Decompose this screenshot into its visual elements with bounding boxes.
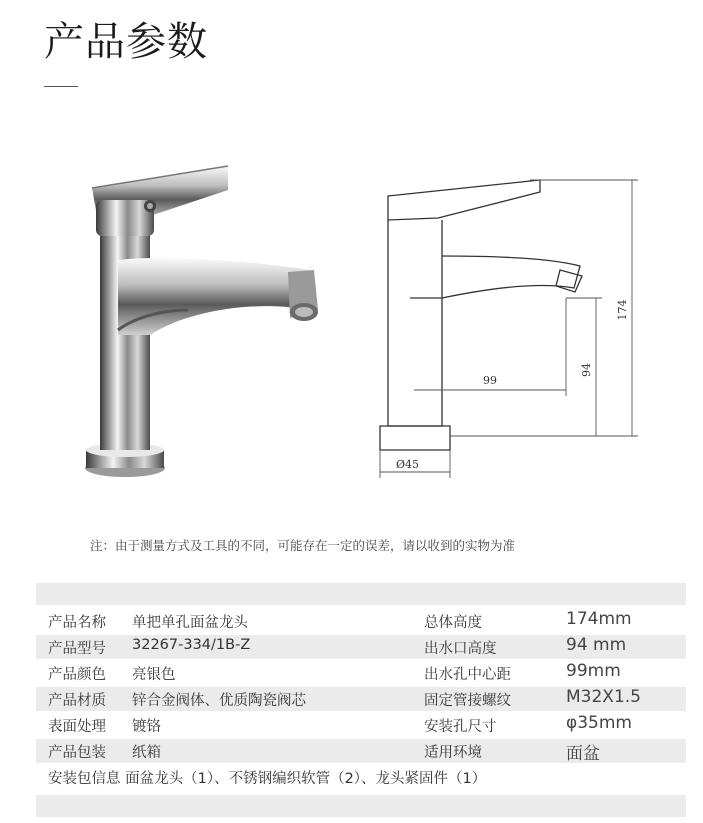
spec-row bbox=[36, 687, 686, 711]
spec-key: 总体高度 bbox=[424, 615, 482, 631]
spec-key: 产品颜色 bbox=[48, 667, 106, 683]
spec-value: M32X1.5 bbox=[566, 687, 641, 707]
spec-value: 99mm bbox=[566, 661, 621, 681]
measurement-note: 注：由于测量方式及工具的不同，可能存在一定的误差，请以收到的实物为准 bbox=[90, 538, 516, 553]
spec-row bbox=[36, 635, 686, 659]
spec-table bbox=[36, 583, 686, 819]
package-info: 安装包信息 面盆龙头（1）、不锈钢编织软管（2）、龙头紧固件（1） bbox=[48, 771, 487, 787]
dimension-drawing bbox=[370, 170, 660, 490]
title-divider bbox=[44, 86, 78, 87]
spec-key: 产品名称 bbox=[48, 615, 106, 631]
spec-value: 锌合金阀体、优质陶瓷阀芯 bbox=[132, 693, 306, 709]
spec-row-package bbox=[36, 765, 686, 789]
spec-value: 镀铬 bbox=[132, 719, 161, 735]
spec-key: 产品材质 bbox=[48, 693, 106, 709]
spec-key: 固定管接螺纹 bbox=[424, 693, 511, 709]
spec-value: 亮银色 bbox=[132, 667, 176, 683]
spec-key: 产品包装 bbox=[48, 745, 106, 761]
spec-value: 纸箱 bbox=[132, 745, 161, 761]
spec-key: 表面处理 bbox=[48, 719, 106, 735]
faucet-photo bbox=[78, 160, 328, 490]
spec-key: 出水口高度 bbox=[424, 641, 497, 657]
spec-row bbox=[36, 739, 686, 763]
spec-key: 出水孔中心距 bbox=[424, 667, 511, 683]
spec-value: 174mm bbox=[566, 609, 632, 629]
spec-key: 产品型号 bbox=[48, 641, 106, 657]
spec-row bbox=[36, 609, 686, 633]
spec-row bbox=[36, 713, 686, 737]
spec-value: 面盆 bbox=[566, 744, 600, 764]
spec-row bbox=[36, 661, 686, 685]
spec-value: φ35mm bbox=[566, 713, 632, 733]
spec-key: 安装孔尺寸 bbox=[424, 719, 497, 735]
height-total-label: 174 bbox=[616, 299, 629, 321]
spec-value: 单把单孔面盆龙头 bbox=[132, 615, 248, 631]
diameter-label: Ø45 bbox=[396, 458, 420, 471]
spec-value: 32267-334/1B-Z bbox=[132, 637, 251, 653]
spec-bottom-band bbox=[36, 795, 686, 817]
page-title: 产品参数 bbox=[44, 19, 208, 65]
spec-top-band bbox=[36, 583, 686, 605]
reach-label: 99 bbox=[483, 374, 497, 387]
spec-key: 适用环境 bbox=[424, 745, 482, 761]
height-outlet-label: 94 bbox=[580, 363, 593, 377]
spec-value: 94 mm bbox=[566, 635, 627, 655]
